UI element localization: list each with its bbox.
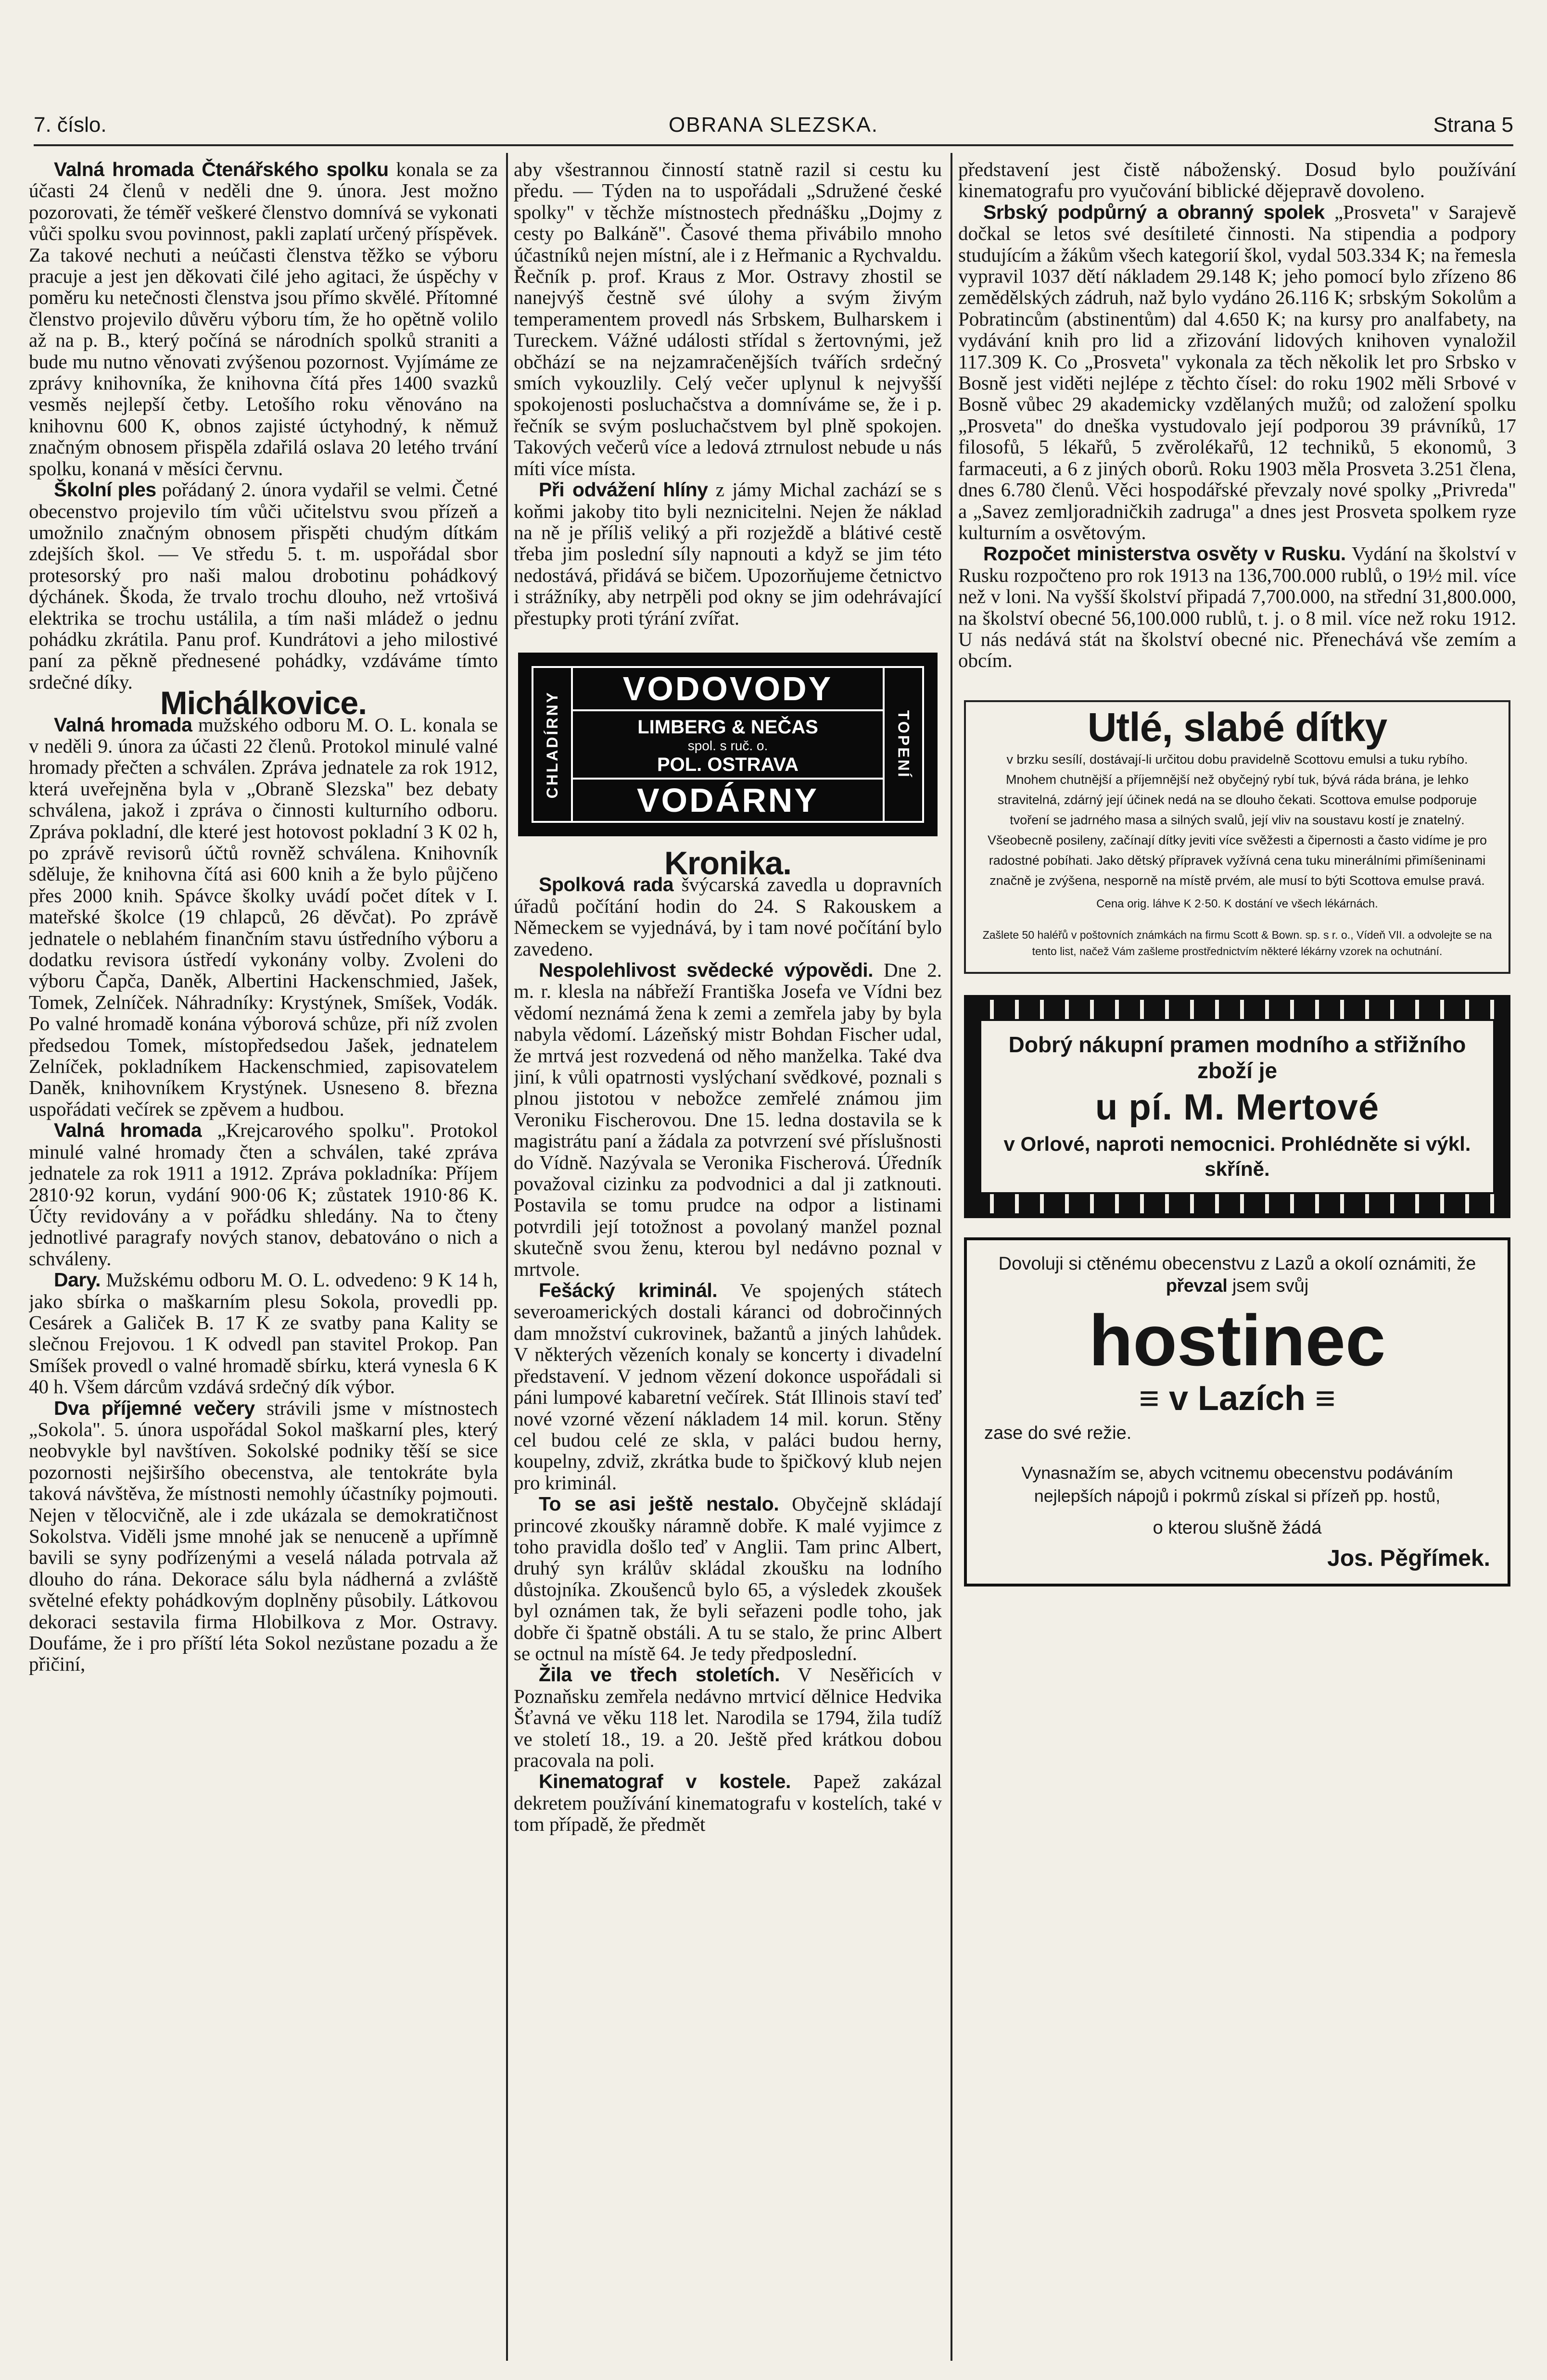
article-valna-hromada	[29, 714, 498, 1120]
article-krejcarovy-spolek	[29, 1120, 498, 1269]
article-continuation: aby všestrannou činností statně razil si cestu ku předu. — Týden na to uspořádali „Sdružené české spolky" v těchže místnostech přednášku „Dojmy z cesty po Balkáně". Časové thema přivábilo mnoho účastníků nejen místní, ale i z Heřmanic a Rychvaldu. Řečník p. prof. Kraus z Mor. Ostravy zhostil se nanejvýš čestně své úlohy a svým živým temperamentem provedl nás Srbskem, Bulharskem i Tureckem. Vážné události střídal s žertovnými, jež občhází se na nejzamračenějších tvářích srdečný smích vykouzlily. Celý večer uplynul k nejvyšší spokojenosti posluchačstva a domníváme se, že i p. řečník se svým posluchačstvem byl plně spokojen. Takových večerů více a ledová ztrnulost nebude u nás míti více místa.	[514, 159, 942, 479]
article-text: z jámy Michal zachází se s koňmi jakoby tito byli neznicitelni. Nejen že náklad na ně je příliš veliký a při rozježdě a blátivé cestě třeba jim poslední síly napnouti a když se jim této nedostává, přidává se bičem. Upozorňujeme četnictvo i strážníky, aby netrpěli pod okny se jim odehrávající přestupky proti týrání zvířat.	[514, 479, 942, 629]
article-text: konala se za účasti 24 členů v neděli dne 9. února. Jest možno pozorovati, že téměř veškeré členstvo domnívá se vykonati vůči spolku svou povinnost, pakli zaplatí určený příspěvek. Za takové nechuti a neúčasti členstva těžko se výboru pracuje a jest jen děkovati čilé jeho agitaci, že úspěchy v poměru ku netečnosti členstva jsou přímo skvělé. Přítomné členstvo projevilo důvěru výboru tím, že ho opětně volilo až na p. B., který počíná se národních spolků straniti a bude mu nutno věnovati zvýšenou pozornost. Vyjímáme ze zprávy knihovníka, že knihovna čítá přes 1400 svazků vesměs nejlepší četby. Letošího roku věnováno na knihovnu 600 K, obnos zajisté úctyhodný, k němuž značným obnosem přispěla zdařilá oslava 20 letého trvání spolku, konaná v měsíci červnu.	[29, 159, 498, 479]
ad-scott-price: Cena orig. láhve K 2·50. K dostání ve všech lékárnách.	[1096, 897, 1378, 911]
article-prosveta	[958, 201, 1516, 543]
article-heading: Spolková rada	[539, 873, 674, 896]
article-text: Vydání na školství v Rusku rozpočteno pro rok 1913 na 136,700.000 rublů, o 19½ mil. více než v loni. Na vyšší školství připadá 7,700.000, na střední 31,800.000, na školství obecné 56,100.000 rublů, t. j. o 8 mil. více než roku 1912. U nás nedává stát na školství obecné nic. Přenechává vše zemím a obcím.	[958, 542, 1516, 672]
ad-firm-text: LIMBERG & NEČAS	[637, 716, 818, 738]
article-fesacky-kriminal	[514, 1280, 942, 1493]
ad-hostinec-title: hostinec	[1089, 1299, 1386, 1381]
article-dva-vecery	[29, 1398, 498, 1675]
column-divider-1	[506, 153, 508, 2361]
article-heading: Rozpočet ministerstva osvěty v Rusku.	[983, 542, 1346, 565]
article-heading: Školní ples	[54, 479, 156, 501]
ad-vodarny-title: VODÁRNY	[573, 778, 883, 821]
article-heading: Srbský podpůrný a obranný spolek	[983, 201, 1325, 223]
article-text: pořádaný 2. února vydařil se velmi. Četné obecenstvo projevilo tím vůči učitelstvu svou přízeň a umožnilo značným obnosem přispěti chudým dítkám zdejších škol. — Ve středu 5. t. m. uspořádal sbor protesorský pro naši malou drobotinu pohádkový dýchánek. Škoda, že trvalo trochu dlouho, než vrtošivá elektrika se trochu ustálila, a tím naši mládež o jednu pohádku zkrátila. Panu prof. Kundrátovi a jeho milostivé paní za pěkně přednesené pohádky, vzdáváme tímto srdečné díky.	[29, 479, 498, 693]
ad-hostinec-promise: Vynasnažím se, abych vcitnemu obecenstvu podáváním nejlepších nápojů i pokrmů získal si přízeň pp. hostů,	[1021, 1462, 1453, 1506]
ad-city: POL. OSTRAVA	[657, 754, 799, 775]
ad-scott-title: Utlé, slabé dítky	[1087, 704, 1387, 750]
header-rule	[34, 144, 1513, 146]
ad-hostinec-intro-a: Dovoluji si ctěnému obecenstvu z Lazů a okolí oznámiti, že	[998, 1253, 1476, 1274]
ad-firm-sub: spol. s ruč. o.	[687, 738, 768, 753]
column-2	[514, 159, 942, 2366]
article-nespolehlivost	[514, 959, 942, 1280]
advertisement-vodovody	[518, 653, 938, 836]
article-odvazeni-hliny	[514, 479, 942, 629]
article-ctenarsky-spolek	[29, 159, 498, 479]
ad-hostinec-request: o kterou slušně žádá	[1153, 1517, 1322, 1538]
article-text: V Nesěřicích v Poznaňsku zemřela nedávno mrtvicí dělnice Hedvika Šťavná ve věku 118 let. Narodila se 1794, žila tudíž ve století 18., 19. a 20. Ještě před krátkou dobou pracovala na poli.	[514, 1663, 942, 1771]
article-heading: To se asi ještě nestalo.	[539, 1493, 779, 1515]
article-heading: Dary.	[54, 1269, 101, 1291]
advertisement-scott-emulsion	[964, 700, 1510, 974]
article-heading: Valná hromada	[54, 1119, 202, 1142]
ad-scott-note: Zašlete 50 haléřů v poštovních známkách na firmu Scott & Bown. sp. s r. o., Vídeň VII. a odvolejte se na tento list, načež Vám zašleme prostřednictvím některé lékárny vzorek na ochutnání.	[982, 928, 1492, 957]
article-heading: Fešácký kriminál.	[539, 1279, 718, 1302]
ad-hostinec-intro	[984, 1253, 1490, 1297]
article-skolni-ples	[29, 479, 498, 693]
page-header	[34, 113, 1513, 142]
ad-frame	[532, 666, 924, 823]
column-3	[958, 159, 1516, 2366]
article-heading: Při odvážení hlíny	[539, 479, 708, 501]
column-1	[29, 159, 498, 2366]
article-text: Dne 2. m. r. klesla na nábřeží Františka Josefa ve Vídni bez vědomí neznámá žena k zemi a zemřela jaby by byla nabyla vědomí. Lázeňský mistr Bohdan Fischer udal, že mrtvá jest rozvedená od něho manželka. Také dva jiní, k vůli opatrnosti vyslýchaní svědkové, poznali s plnou jistotou v nebožce zemřelé známou jim Veroniku Fischerovou. Dne 15. ledna dostavila se k magistrátu paní a žádala za potvrzení své příslušnosti do Vídně. Nazývala se Veronika Fischerová. Úředník považoval cizinku za podvodnici a dal ji zatknouti. Postavila se tomu prudce na odpor a listinami potvrdili její totožnost a povolaný manžel poznal skutečně svou ženu, kterou byl nedávno poznal v mrtvole.	[514, 958, 942, 1280]
ad-mertova-name: u pí. M. Mertové	[1095, 1086, 1380, 1128]
section-title-kronika: Kronika.	[664, 844, 792, 881]
ad-mertova-content	[967, 1021, 1508, 1192]
article-continuation: představení jest čistě náboženský. Dosud bylo používání kinematografu pro vyučování biblické dějepravě dovoleno.	[958, 159, 1516, 202]
ad-side-left	[533, 668, 573, 821]
article-text: „Prosveta" v Sarajevě dočkal se letos své desítileté činnosti. Na stipendia a podpory studujícím a žákům všech kategorií škol, vydal 503.334 K; na řemesla vypravil 1037 dětí nákladem 29.148 K; jeho pomocí bylo zřízeno 86 zemědělských zádruh, naž bylo vydáno 26.116 K; srbským Sokolům a Pobratincům (abstinentům) dal 4.650 K; na kursy pro analfabety, na vydávání knih pro lid a zřizování lidových knihoven vynaložil 117.309 K. Co „Prosveta" vykonala za těch několik let pro Srbsko v Bosně jest viděti nejlépe z těchto čísel: do roku 1902 měli Srbové v Bosně vůbec 29 akademicky vzdělaných mužů; od založení spolku „Prosveta" do dneška vystudovalo její podporou 39 právníků, 17 filosofů, 5 lékařů, 5 zvěrolékařů, 12 techniků, 5 ekonomů, 3 farmaceuti, a 6 z jiných oborů. Roku 1903 měla Prosveta 3.251 člena, dnes 6.780 členů. Věci hospodářské převzaly nové spolky „Privreda" a „Savez zemljoradničkih zadruga" a dnes jest Prosveta spolkem ryze kulturním a osvětovým.	[958, 201, 1516, 543]
article-text: Ve spojených státech severoamerických dostali káranci od dobročinných dam množství cukrovinek, bažantů a jiných lahůdek. V některých vězeních konaly se koncerty i divadelní představení. V jednom vězení dokonce uspořádali si páni lumpové kabaretní večírek. Stát Illinois staví teď nové vzorné vězení nákladem 14 mil. korun. Stěny cel budou celé ze skla, v paláci budou herny, koupelny, zdviž, zkrátka bude to špičkový klub nejen pro kriminál.	[514, 1279, 942, 1494]
advertisement-hostinec	[964, 1237, 1510, 1587]
ad-vodovody-title: VODOVODY	[573, 668, 883, 711]
article-text: Papež zakázal dekretem používání kinematografu v kostelích, také v tom případě, že předmět	[514, 1770, 942, 1836]
issue-number: 7. číslo.	[34, 113, 107, 137]
article-heading: Dva příjemné večery	[54, 1397, 255, 1419]
ad-border-band-bottom	[967, 1192, 1508, 1215]
article-kinematograf	[514, 1771, 942, 1835]
ad-firm-name	[573, 716, 883, 776]
article-text: švýcarská zavedla u dopravních úřadů počítání hodin do 24. S Rakouskem a Německem se vyjednává, by i tam nové počítání bylo zavedeno.	[514, 873, 942, 960]
article-text: strávili jsme v místnostech „Sokola". 5. února uspořádal Sokol maškarní ples, který neobvykle byl navštíven. Sokolské podniky těší se sice pozornosti nejširšího obecenstva, ale tentokráte byla taková návštěva, že místnosti nemohly účastníky pojmouti. Nejen v tělocvičně, ale i zde ukázala se demokratičnost Sokolstva. Viděli jsme mnohé jak se nenuceně a upřímně bavili se syny podřízenými a veselá nálada potrvala až dlouho do rána. Dekorace sálu byla nádherná a zvláště světelné efekty pohádkovým doplněny působily. Látkovou dekoraci sestavila firma Hlobilkova z Mor. Ostravy. Doufáme, že i pro příští léta Sokol nezůstane pozadu a že přičiní,	[29, 1397, 498, 1675]
article-heading: Kinematograf v kostele.	[539, 1770, 791, 1793]
ad-center	[573, 668, 883, 821]
advertisement-mertova	[964, 995, 1510, 1218]
page-number: Strana 5	[1433, 113, 1513, 137]
ad-border-band-top	[967, 998, 1508, 1021]
ad-mertova-line1: Dobrý nákupní pramen modního a střižního zboží je	[1008, 1032, 1466, 1083]
ad-scott-body: v brzku sesílí, dostávají-li určitou dobu pravidelně Scottovu emulsi a tuku rybího. Mnohem chutnější a příjemnější než obyčejný rybí tuk, bývá ráda brána, je lehko stravitelná, zdárný její účinek nedá na se dlouho čekati. Scottova emulse podporuje tvoření se jadrného masa a silných svalů, její vliv na soustavu kostí je znatelný. Všeobecně posileny, začínají dítky jeviti více svěžesti a čipernosti a často vidíme je pro radostné pobíhati. Jako dětský přípravek vyžívná cena tuku minerálními přimíšeninami značně je zvýšena, nesporně na místě prvém, ale musí to býti Scottova emulse pravá.	[988, 752, 1487, 888]
newspaper-title: OBRANA SLEZSKA.	[669, 113, 878, 137]
article-text: Obyčejně skládají princové zkoušky náramně dobře. K malé vyjimce z toho pravidla došlo teď v Anglii. Tam princ Albert, druhý syn králův skládal zkoušku na lodního důstojníka. Zkoušenců bylo 65, a výsledek zkoušek byl oznámen tak, že byli seřazeni podle toho, jak dobře či špatně obstáli. A tu se stalo, že princ Albert se octnul na místě 64. Je tedy předposlední.	[514, 1493, 942, 1664]
ad-hostinec-location: ≡ v Lazích ≡	[984, 1379, 1490, 1418]
article-heading: Nespolehlivost svědecké výpovědi.	[539, 958, 874, 981]
ad-hostinec-intro-b: převzal	[1166, 1275, 1228, 1296]
article-dary	[29, 1269, 498, 1397]
article-heading: Valná hromada	[54, 713, 192, 736]
ad-side-right	[883, 668, 922, 821]
article-text: mužského odboru M. O. L. konala se v neděli 9. února za účasti 22 členů. Protokol minulé valné hromady přečten a schválen. Zpráva jednatele za rok 1912, která uveřejněna byla v „Obraně Slezska" bez debaty schválena, jakož i zpráva o činnosti kulturního odboru. Zpráva pokladní, dle které jest hotovost pokladní 3 K 02 h, po zprávě revisorů účtů rovněž schválena. Knihovník sděluje, že knihovna čítá asi 600 knih a že bylo půjčeno přes 2000 knih. Spávce školky uvádí počet dítek v I. mateřské školce (19 chlapců, 26 děvčat). Po zprávě jednatele o neblahém finančním stavu ústředního výboru a dodatku revisora ústředí vykonány volby. Zvoleni do výboru Čapča, Daněk, Albertini Hackenschmied, Jašek, Tomek, Zelníček. Náhradníky: Krystýnek, Smíšek, Vodák. Po valné hromadě konána výborová schůze, při níž zvolen předsedou Tomek, místopředsedou Jašek, jednatelem Zelníček, pokladníkem Hackenschmied, zapisovatelem Daněk, knihovníkem Krystýnek. Usneseno 8. března uspořádati večírek se zpěvem a hudbou.	[29, 713, 498, 1120]
column-divider-2	[951, 153, 952, 2361]
article-heading: Valná hromada Čtenářského spolku	[54, 159, 389, 180]
article-nestalo	[514, 1493, 942, 1664]
ad-mertova-line3: v Orlové, naproti nemocnici. Prohlédněte si výkl. skříně.	[1003, 1132, 1471, 1180]
ad-hostinec-intro-c: jsem svůj	[1232, 1275, 1309, 1296]
article-spolkova-rada	[514, 874, 942, 959]
article-rozpocet-rusko	[958, 543, 1516, 671]
article-tri-stoleti	[514, 1664, 942, 1771]
article-text: Mužskému odboru M. O. L. odvedeno: 9 K 14 h, jako sbírka o maškarním plesu Sokola, provedli pp. Cesárek a Galiček B. 17 K ze svatby pana Kality se slečnou Frejovou. 1 K odvedl pan stavitel Prokop. Pan Smíšek provedl o valné hromadě sbírku, která vynesla 6 K 40 h. Všem dárcům vzdává srdečný dík výbor.	[29, 1269, 498, 1398]
ad-hostinec-signature: Jos. Pěgřímek.	[1327, 1545, 1490, 1571]
ad-hostinec-rezie: zase do své režie.	[984, 1423, 1132, 1443]
article-heading: Žila ve třech stoletích.	[539, 1663, 780, 1686]
ad-side-left-text: CHLADÍRNY	[543, 690, 561, 799]
article-text: „Krejcarového spolku". Protokol minulé valné hromady čten a schválen, také zpráva jednatele za rok 1911 a 1912. Zpráva pokladníka: Příjem 2810·92 korun, vydání 900·06 K; zůstatek 1910·86 K. Účty revidovány a v pořádku shledány. Na to čteny jednotlivé paragrafy nových stanov, debatováno o nich a schváleny.	[29, 1119, 498, 1270]
ad-side-right-text: TOPENÍ	[895, 710, 913, 779]
section-title-michalkovice: Michálkovice.	[160, 685, 367, 722]
